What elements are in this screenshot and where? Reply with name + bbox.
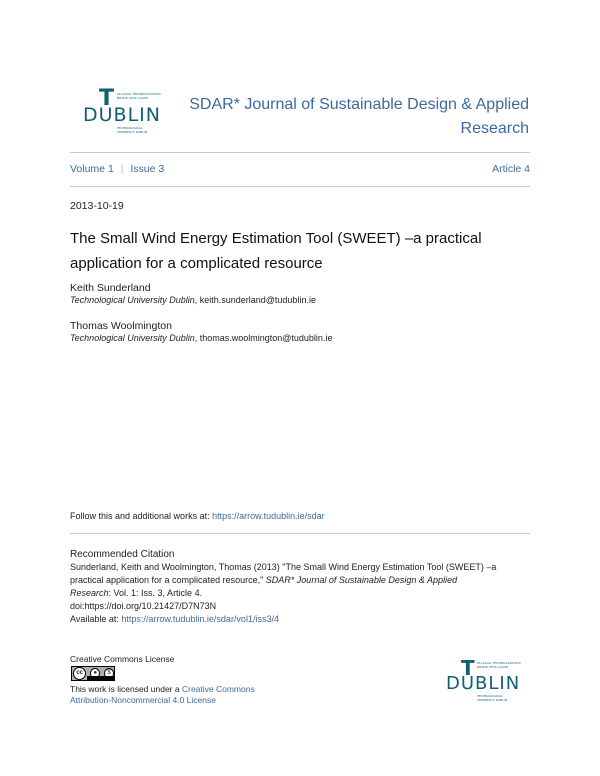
journal-title-line2: Research (460, 120, 529, 137)
issue-link[interactable]: Issue 3 (130, 163, 165, 175)
available-label: Available at: (70, 614, 122, 624)
author-email: , keith.sunderland@tudublin.ie (194, 295, 316, 305)
citation-volume: : Vol. 1: Iss. 3, Article 4. (108, 588, 203, 598)
badge-strip (87, 676, 115, 680)
author-2 (70, 320, 332, 345)
logo-tagline-bottom: TECHNOLOGICAL UNIVERSITY DUBLIN (117, 126, 148, 134)
follow-link[interactable]: https://arrow.tudublin.ie/sdar (212, 511, 325, 521)
article-title-line2: application for a complicated resource (70, 255, 323, 272)
follow-line (70, 510, 325, 523)
journal-title[interactable] (169, 93, 529, 141)
author-affiliation: Technological University Dublin (70, 295, 195, 305)
tu-dublin-logo-footer (446, 656, 531, 704)
logo-t-letter: T (99, 86, 115, 111)
citation-heading: Recommended Citation (70, 549, 175, 560)
license-link-1[interactable]: Creative Commons (181, 684, 255, 694)
follow-text: Follow this and additional works at: (70, 511, 213, 521)
logo-t-letter: T (461, 656, 475, 680)
noncommercial-icon: $ (104, 668, 114, 679)
article-title-line1: The Small Wind Energy Estimation Tool (SWEET) –a practical (70, 230, 482, 247)
available-link[interactable]: https://arrow.tudublin.ie/sdar/vol1/iss3/4 (121, 614, 279, 624)
author-name: Keith Sunderland (70, 282, 151, 294)
citation-line2: practical application for a complicated resource," (70, 575, 266, 585)
issue-separator: | (120, 163, 124, 175)
license-text (70, 684, 255, 706)
publication-date: 2013-10-19 (70, 200, 124, 212)
article-title (70, 226, 540, 276)
divider-top (70, 152, 530, 153)
divider-follow (70, 533, 530, 534)
cc-icon: cc (73, 667, 86, 680)
logo-word: DUBLIN (83, 104, 161, 126)
article-link[interactable]: Article 4 (492, 163, 530, 175)
author-email: , thomas.woolmington@tudublin.ie (194, 333, 333, 343)
citation-journal-cont: Research (70, 588, 109, 598)
citation-journal: SDAR* Journal of Sustainable Design & Applied (265, 575, 458, 585)
logo-tagline-top: OLLSCOIL TEICNEOLAÍOCHTA BHAILE ÁTHA CLIATH (117, 92, 161, 100)
author-1 (70, 282, 316, 307)
divider-issue (70, 186, 530, 187)
logo-tagline-top: OLLSCOIL TEICNEOLAÍOCHTA BHAILE ÁTHA CLIATH (477, 661, 521, 669)
license-link-2[interactable]: Attribution-Noncommercial 4.0 License (70, 695, 216, 705)
license-heading: Creative Commons License (70, 654, 175, 664)
author-name: Thomas Woolmington (70, 320, 172, 332)
logo-word: DUBLIN (446, 673, 521, 694)
attribution-icon: ● (90, 668, 100, 679)
issue-bar (70, 163, 530, 175)
volume-link[interactable]: Volume 1 (70, 163, 114, 175)
citation-doi: doi:https://doi.org/10.21427/D7N73N (70, 601, 217, 611)
cc-license-badge[interactable] (71, 666, 115, 681)
logo-tagline-bottom: TECHNOLOGICAL UNIVERSITY DUBLIN (477, 694, 508, 702)
citation-line1: Sunderland, Keith and Woolmington, Thomas (2013) "The Small Wind Energy Estimation Tool (SWEET) –a (70, 562, 497, 572)
journal-title-line1: SDAR* Journal of Sustainable Design & Applied (189, 96, 529, 113)
tu-dublin-logo (83, 86, 173, 136)
author-affiliation: Technological University Dublin (70, 333, 195, 343)
recommended-citation (70, 548, 540, 626)
license-statement: This work is licensed under a (70, 684, 182, 694)
